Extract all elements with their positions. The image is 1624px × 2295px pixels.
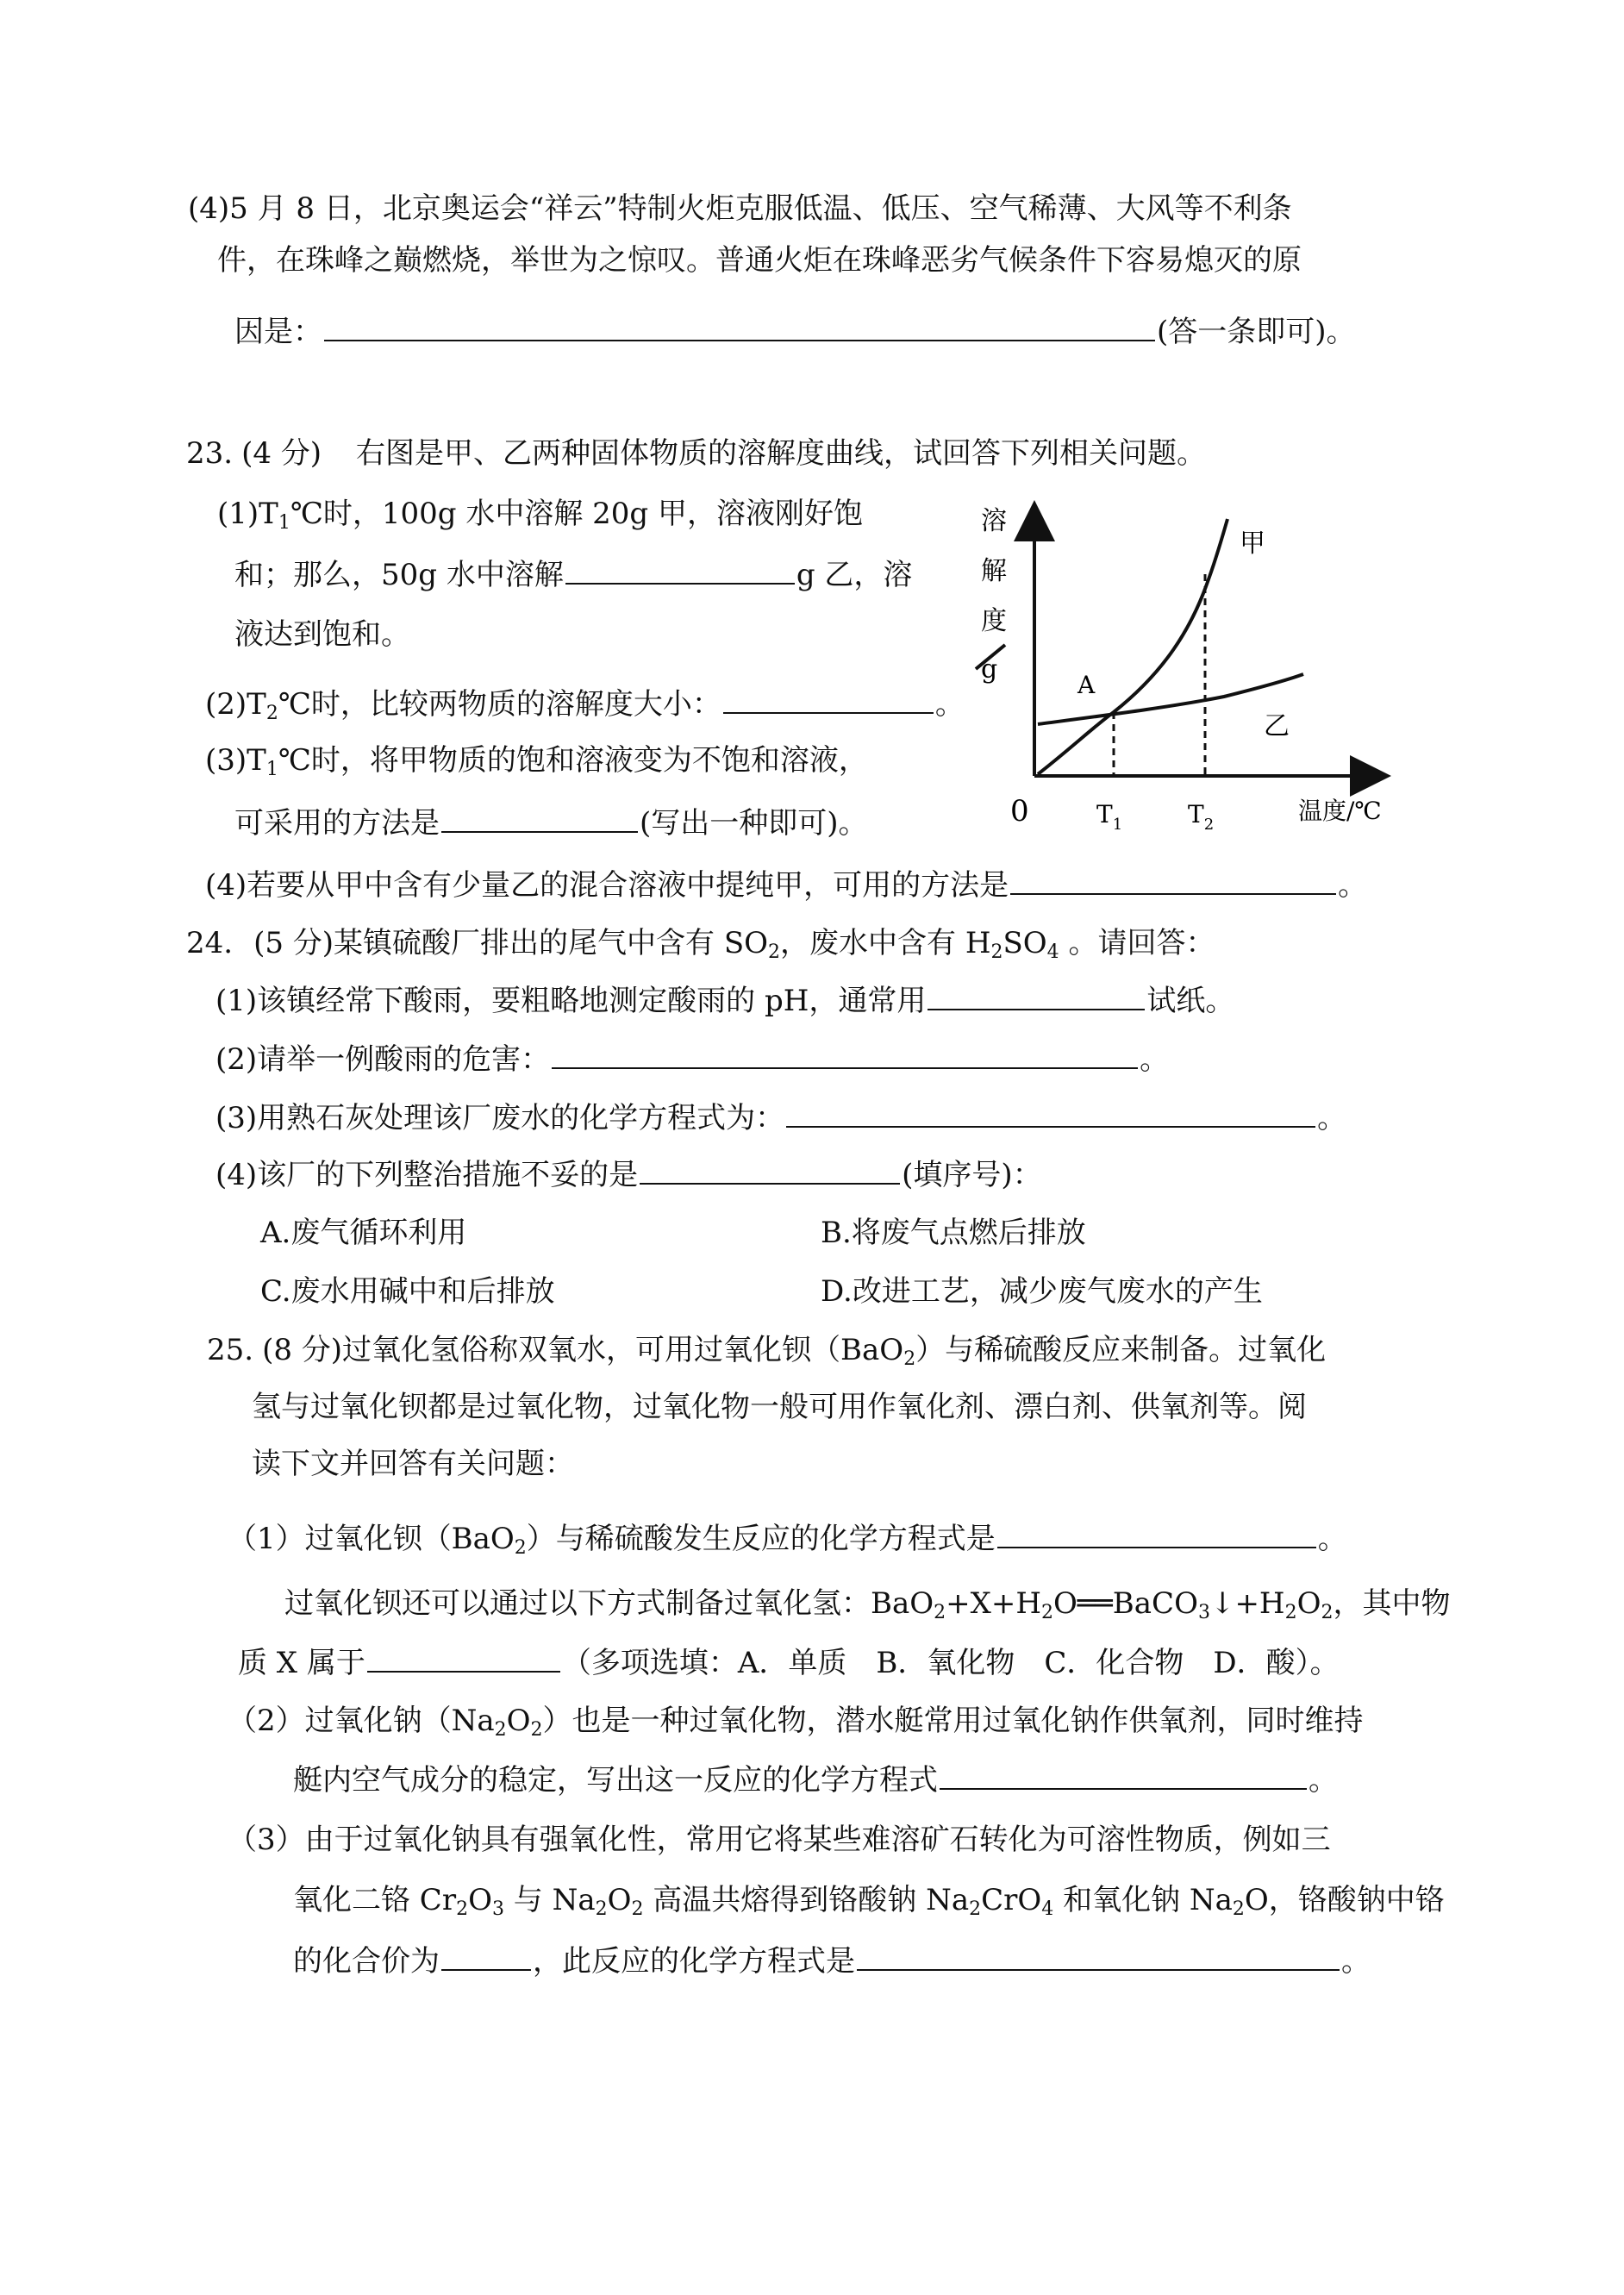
q24-h-d: 。请回答： <box>1059 926 1215 960</box>
question-number: 23. <box>186 436 234 471</box>
answer-blank[interactable] <box>857 1943 1340 1971</box>
q24-so4-sub: 4 <box>1046 941 1059 963</box>
answer-blank[interactable] <box>640 1157 900 1185</box>
q25-p3l2d: O <box>607 1883 632 1917</box>
q25-p2s2: 2 <box>530 1719 543 1741</box>
eq-s4: 2 <box>1284 1602 1297 1623</box>
q23-p1-line1 <box>217 497 863 534</box>
q22-4-text1: (4)5 月 8 日，北京奥运会“祥云”特制火炬克服低温、低压、空气稀薄、大风等不利条 <box>188 191 1292 226</box>
q23-p3-sub: 1 <box>265 759 278 780</box>
s3: 2 <box>595 1898 608 1920</box>
q25-p2a: （2）过氧化钠（Na <box>228 1704 495 1738</box>
q23-header <box>186 436 1206 471</box>
q23-p1-line2 <box>234 557 912 592</box>
q24-h-a: (5 分)某镇硫酸厂排出的尾气中含有 SO <box>253 926 769 960</box>
q25-p3l3-post: 。 <box>1341 1944 1371 1979</box>
series-jia-curve <box>1038 519 1227 774</box>
q25-p3l1: （3）由于过氧化钠具有强氧化性，常用它将某些难溶矿石转化为可溶性物质，例如三 <box>228 1823 1331 1857</box>
s2: 3 <box>491 1898 504 1920</box>
q25-line2 <box>252 1390 1307 1424</box>
s5: 2 <box>969 1898 982 1920</box>
intersection-label: A <box>1077 671 1096 699</box>
answer-blank[interactable] <box>441 1943 531 1971</box>
q23-p4-pre: (4)若要从甲中含有少量乙的混合溶液中提纯甲，可用的方法是 <box>205 868 1009 903</box>
answer-blank[interactable] <box>565 557 795 585</box>
q24-p2-pre: (2)请举一例酸雨的危害： <box>215 1042 551 1077</box>
q24-p4-pre: (4)该厂的下列整治措施不妥的是 <box>215 1158 639 1192</box>
q25-p2c: ）也是一种过氧化物，潜水艇常用过氧化钠作供氧剂，同时维持 <box>542 1704 1364 1738</box>
eq-e: O <box>1296 1586 1321 1621</box>
eq-s1: 2 <box>934 1602 946 1623</box>
question-text: 右图是甲、乙两种固体物质的溶解度曲线，试回答下列相关问题。 <box>356 436 1207 471</box>
q24-option-b <box>821 1216 1086 1250</box>
q25-p2b: O <box>506 1704 531 1738</box>
q23-p3-a: (3)T <box>205 743 266 778</box>
eq-s3: 3 <box>1197 1602 1210 1623</box>
q24-option-a <box>260 1216 466 1250</box>
q25-equation-line <box>284 1586 1450 1621</box>
q25-p3-line3 <box>293 1943 1371 1979</box>
q22-4-prefix: 因是： <box>234 315 322 349</box>
x-axis-label: 温度/℃ <box>1298 797 1382 825</box>
q23-p1-a: (1)T <box>217 497 278 531</box>
answer-blank[interactable] <box>997 1521 1316 1548</box>
series-jia-label: 甲 <box>1240 528 1265 559</box>
q23-p2-post: 。 <box>934 687 965 722</box>
eq-a: 过氧化钡还可以通过以下方式制备过氧化氢：BaO <box>284 1586 934 1621</box>
q25-p1-sub: 2 <box>514 1537 527 1559</box>
q25-p2l2-pre: 艇内空气成分的稳定，写出这一反应的化学方程式 <box>293 1763 938 1798</box>
q25-p3l3-mid: ，此反应的化学方程式是 <box>533 1944 855 1979</box>
q23-p3-l2-pre: 可采用的方法是 <box>234 806 440 841</box>
q25-p2-line2 <box>293 1762 1338 1798</box>
q24-h2-sub: 2 <box>990 941 1003 963</box>
q22-4-line3 <box>234 314 1356 349</box>
q25-l1-sub: 2 <box>903 1348 916 1370</box>
option-a-text: A.废气循环利用 <box>260 1216 467 1250</box>
q25-l1a: (8 分)过氧化氢俗称双氧水，可用过氧化钡（BaO <box>262 1333 904 1367</box>
y-label-char-2: 解 <box>981 556 1007 586</box>
q24-h-b: ，废水中含有 H <box>780 926 991 960</box>
q23-p1-l3: 液达到饱和。 <box>234 617 410 652</box>
question-number: 25. <box>207 1333 254 1367</box>
option-d-text: D.改进工艺，减少废气废水的产生 <box>821 1274 1263 1309</box>
eq-s2: 2 <box>1040 1602 1053 1623</box>
question-number: 24. <box>186 926 234 960</box>
answer-blank[interactable] <box>1010 867 1336 895</box>
s6: 4 <box>1041 1898 1054 1920</box>
q22-4-suffix: (答一条即可)。 <box>1157 315 1356 349</box>
q25-line1 <box>207 1333 1327 1370</box>
q25-p1a: （1）过氧化钡（BaO <box>228 1522 515 1556</box>
answer-blank[interactable] <box>786 1100 1315 1128</box>
q25-p3l2c: 与 Na <box>503 1883 596 1917</box>
series-yi-label: 乙 <box>1264 711 1290 741</box>
q25-p3-line2 <box>293 1883 1445 1920</box>
q23-p3-b: ℃时，将甲物质的饱和溶液变为不饱和溶液， <box>278 743 868 778</box>
q23-p1-l2-pre: 和；那么，50g 水中溶解 <box>234 558 564 592</box>
option-c-text: C.废水用碱中和后排放 <box>260 1274 555 1309</box>
q22-4-text2: 件，在珠峰之巅燃烧，举世为之惊叹。普通火炬在珠峰恶劣气候条件下容易熄灭的原 <box>217 243 1302 278</box>
tick-t2-label: $T_2$ <box>1188 800 1215 834</box>
q23-p4 <box>205 867 1367 903</box>
q25-p3l2f: CrO <box>981 1883 1042 1917</box>
q25-l2: 氢与过氧化钡都是过氧化物，过氧化物一般可用作氧化剂、漂白剂、供氧剂等。阅 <box>252 1390 1307 1424</box>
q25-p3l2h: O，铬酸钠中铬 <box>1244 1883 1445 1917</box>
q23-p1-b: ℃时，100g 水中溶解 20g 甲，溶液刚好饱 <box>290 497 863 531</box>
q23-p1-line3 <box>234 617 410 652</box>
q25-p3l2a: 氧化二铬 Cr <box>293 1883 457 1917</box>
q24-p3-pre: (3)用熟石灰处理该厂废水的化学方程式为： <box>215 1101 785 1135</box>
s4: 2 <box>631 1898 644 1920</box>
q25-line3 <box>252 1447 574 1481</box>
q24-p3-post: 。 <box>1317 1101 1347 1135</box>
tick-t1-label: $T_1$ <box>1096 800 1123 834</box>
q24-p4-post: (填序号)： <box>902 1158 1042 1192</box>
answer-blank[interactable] <box>928 983 1145 1010</box>
answer-blank[interactable] <box>367 1645 560 1673</box>
eq-b: +X+H <box>946 1586 1041 1621</box>
answer-blank[interactable] <box>723 686 934 714</box>
q25-x-post: （多项选填：A．单质 B．氧化物 C．化合物 D．酸）。 <box>561 1646 1340 1680</box>
eq-s5: 2 <box>1321 1602 1334 1623</box>
answer-blank[interactable] <box>940 1762 1307 1790</box>
answer-blank[interactable] <box>324 314 1155 341</box>
q23-p2-sub: 2 <box>265 703 278 724</box>
question-points: (4 分) <box>241 436 322 471</box>
q24-p4 <box>215 1157 1042 1192</box>
q25-p1 <box>228 1521 1347 1559</box>
q24-h-c: SO <box>1003 926 1047 960</box>
q24-p1 <box>215 983 1234 1018</box>
q23-p3-l2-post: (写出一种即可)。 <box>640 806 868 841</box>
q24-p2 <box>215 1041 1169 1077</box>
q23-p2-a: (2)T <box>205 687 266 722</box>
s7: 2 <box>1232 1898 1245 1920</box>
s1: 2 <box>456 1898 469 1920</box>
origin-label: 0 <box>1010 794 1029 829</box>
q22-4-line1 <box>188 191 1292 226</box>
q24-p2-post: 。 <box>1140 1042 1170 1077</box>
q25-x-line <box>238 1645 1340 1680</box>
q24-p3 <box>215 1100 1346 1135</box>
q24-option-d <box>821 1274 1263 1309</box>
q23-p2 <box>205 686 965 722</box>
eq-d: ↓+H <box>1209 1586 1285 1621</box>
q23-p1-sub: 1 <box>278 512 290 534</box>
q24-so2-sub: 2 <box>768 941 781 963</box>
q25-p1-post: 。 <box>1317 1522 1347 1556</box>
answer-blank[interactable] <box>552 1041 1138 1069</box>
q24-p1-post: 试纸。 <box>1146 984 1235 1018</box>
q25-p3l2g: 和氧化钠 Na <box>1053 1883 1233 1917</box>
q25-p1b: ）与稀硫酸发生反应的化学方程式是 <box>526 1522 996 1556</box>
eq-f: ，其中物 <box>1333 1586 1451 1621</box>
q24-p1-pre: (1)该镇经常下酸雨，要粗略地测定酸雨的 pH，通常用 <box>215 984 927 1018</box>
option-b-text: B.将废气点燃后排放 <box>821 1216 1086 1250</box>
q24-header <box>186 926 1215 963</box>
q23-p2-b: ℃时，比较两物质的溶解度大小： <box>278 687 721 722</box>
q25-p3l3-pre: 的化合价为 <box>293 1944 440 1979</box>
q23-p1-l2-post: g 乙，溶 <box>796 558 913 592</box>
solubility-chart <box>965 500 1414 845</box>
q25-p2-line1 <box>228 1704 1364 1741</box>
q25-p3l2b: O <box>468 1883 492 1917</box>
answer-blank[interactable] <box>441 805 638 833</box>
q24-option-c <box>260 1274 555 1309</box>
y-label-char-3: 度 <box>981 606 1007 636</box>
q25-l1b: ）与稀硫酸反应来制备。过氧化 <box>915 1333 1327 1367</box>
q23-p4-post: 。 <box>1338 868 1368 903</box>
q23-p3-line2 <box>234 805 868 841</box>
q25-p3l2e: 高温共熔得到铬酸钠 Na <box>643 1883 970 1917</box>
y-label-unit: g <box>981 654 998 685</box>
q25-p2l2-post: 。 <box>1309 1763 1338 1798</box>
q22-4-line2 <box>217 243 1302 278</box>
y-label-char-1: 溶 <box>981 506 1007 536</box>
q25-p3-line1 <box>228 1823 1331 1857</box>
q25-l3: 读下文并回答有关问题： <box>252 1447 574 1481</box>
eq-c: O══BaCO <box>1052 1586 1198 1621</box>
q23-p3-line1 <box>205 743 868 778</box>
q25-p2s1: 2 <box>494 1719 507 1741</box>
q25-x-pre: 质 X 属于 <box>238 1646 365 1680</box>
